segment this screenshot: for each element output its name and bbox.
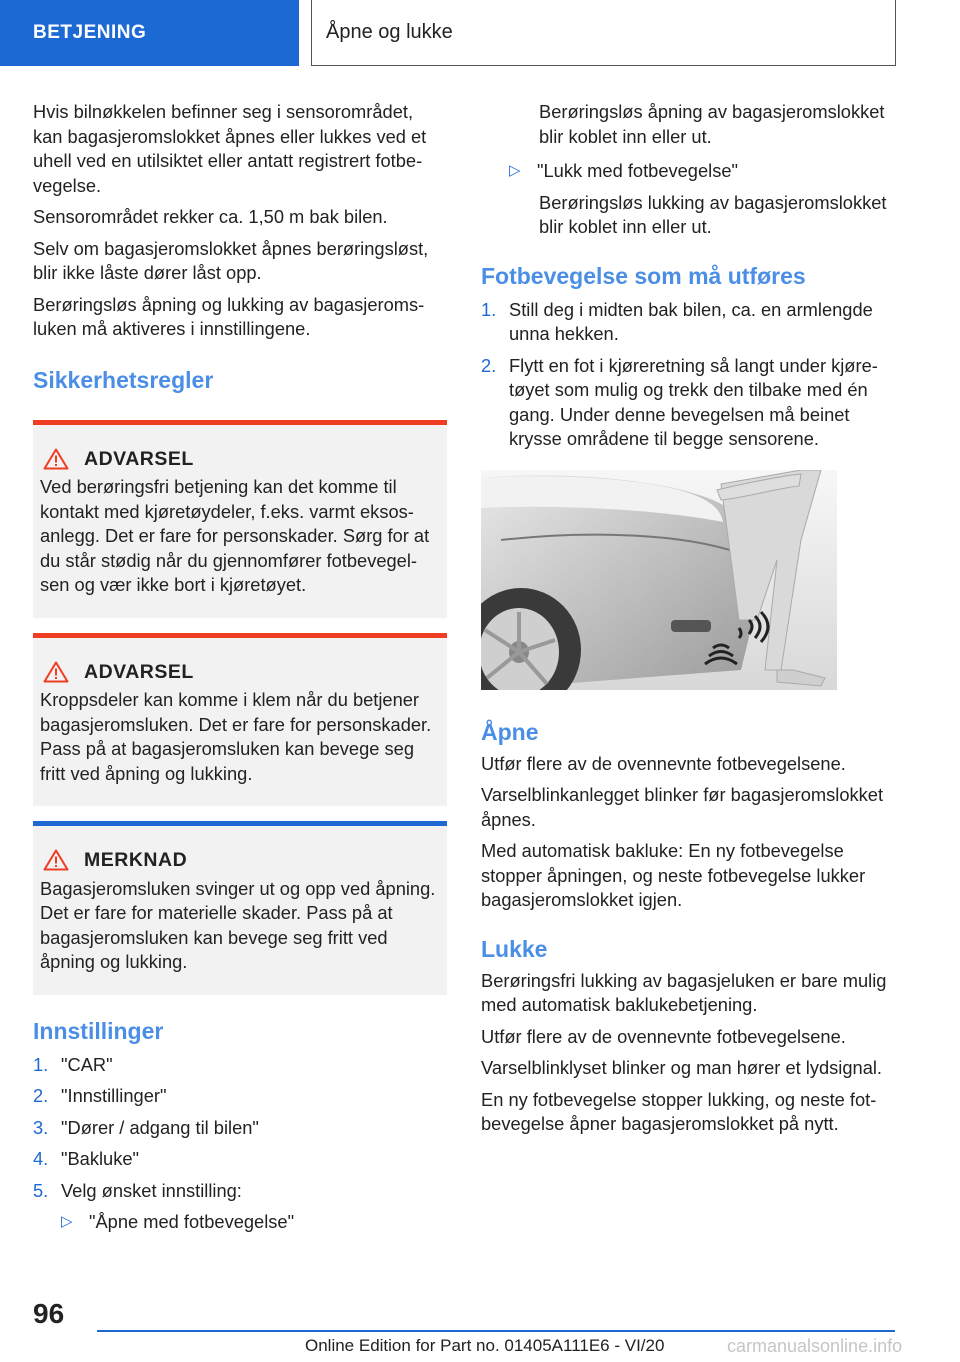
section-tab: [0, 0, 299, 66]
footer-edition: Online Edition for Part no. 01405A111E6 - VI/20: [305, 1336, 665, 1355]
warning-title: ADVARSEL: [84, 660, 194, 683]
paragraph: Utfør flere av de ovennevnte fotbevegelsene.: [481, 752, 846, 774]
paragraph: Varselblinkanlegget blinker før bagasjeromslokket åpnes.: [481, 784, 884, 830]
warning-text: Ved berøringsfri betjening kan det komme til kontakt med kjøretøydeler, f.eks. varmt eksosanlegg. Det er fare for personskader. Sørg for at du står stødig når du gjennomfører fotbevegelsen og vær ikke bort i kjøretøyet.: [40, 476, 430, 595]
notice-text: Bagasjeromsluken svinger ut og opp ved åpning. Det er fare for materielle skader. Pass på at bagasjeromsluken kan bevege seg fritt ved åpning og lukking.: [40, 877, 436, 972]
option-description: Berøringsløs lukking av bagasjeromslokket blir koblet inn eller ut.: [539, 191, 887, 237]
paragraph: Med automatisk bakluke: En ny fotbevegelse stopper åpningen, og neste fotbevegelse lukker bagasjeromslokket igjen.: [481, 840, 866, 910]
page-header-title: [311, 0, 896, 66]
chapter-title: Åpne og lukke: [326, 21, 453, 43]
list-item: [33, 1179, 447, 1204]
step-text: "Dører / adgang til bilen": [61, 1116, 259, 1138]
foot-gesture-illustration: [481, 470, 837, 690]
list-item: [33, 1147, 447, 1172]
foot-movement-heading: Fotbevegelse som må utføres: [481, 262, 806, 289]
page-number: 96: [33, 1298, 65, 1329]
list-item: [33, 1084, 447, 1109]
paragraph: Varselblinklyset blinker og man hører et lydsignal.: [481, 1057, 883, 1078]
notice-box: [33, 821, 447, 995]
foot-steps: [481, 298, 895, 452]
option-label: "Lukk med fotbevegelse": [537, 160, 738, 181]
step-text: Flytt en fot i kjøreretning så langt under kjøretøyet som mulig og trekk den tilbake med én gang. Under denne bevegelsen må beinet krysse områdene til begge sensorene.: [509, 354, 878, 449]
paragraph: Utfør flere av de ovennevnte fotbevegelsene.: [481, 1025, 846, 1047]
step-text: "Bakluke": [61, 1148, 140, 1169]
close-heading: Lukke: [481, 935, 548, 962]
warning-triangle-icon: [43, 661, 69, 683]
intro-paragraph: Hvis bilnøkkelen befinner seg i sensorområdet, kan bagasjeromslokket åpnes eller lukkes ved et uhell ved en utilsiktet eller antatt registrert fotbevegelse.: [33, 101, 427, 196]
triangle-bullet-icon: ▷: [61, 1213, 73, 1230]
notice-title: MERKNAD: [84, 849, 188, 871]
right-column: [481, 100, 895, 1144]
warning-triangle-icon: [43, 448, 69, 470]
step-text: Velg ønsket innstilling:: [61, 1179, 242, 1201]
warning-title: ADVARSEL: [84, 447, 194, 470]
warning-box: [33, 633, 447, 807]
option-description: Berøringsløs åpning av bagasjeromslokket blir koblet inn eller ut.: [539, 101, 885, 147]
step-number: 3.: [33, 1116, 49, 1138]
option-item: [61, 1210, 447, 1235]
option-item: [509, 159, 895, 184]
step-text: "Innstillinger": [61, 1085, 167, 1106]
step-number: 1.: [481, 298, 497, 320]
footer-divider: [97, 1330, 895, 1332]
list-item: [481, 354, 895, 452]
list-item: [33, 1053, 447, 1078]
warning-triangle-icon: [43, 849, 69, 871]
step-number: 2.: [481, 354, 497, 376]
safety-heading: Sikkerhetsregler: [33, 366, 214, 393]
step-number: 1.: [33, 1053, 49, 1075]
open-heading: Åpne: [481, 718, 539, 745]
step-number: 2.: [33, 1085, 49, 1106]
intro-paragraph: Berøringsløs åpning og lukking av bagasjeromsluken må aktiveres i innstillingene.: [33, 293, 425, 339]
step-number: 5.: [33, 1179, 49, 1201]
list-item: [481, 298, 895, 347]
step-number: 4.: [33, 1148, 49, 1169]
intro-paragraph: Sensorområdet rekker ca. 1,50 m bak bilen.: [33, 206, 388, 227]
step-text: "CAR": [61, 1053, 113, 1075]
watermark: carmanualsonline.info: [727, 1336, 903, 1356]
option-label: "Åpne med fotbevegelse": [89, 1211, 295, 1232]
warning-text: Kroppsdeler kan komme i klem når du betjener bagasjeromsluken. Det er fare for personskader. Pass på at bagasjeromsluken kan bevege seg fritt ved åpning og lukking.: [40, 689, 432, 784]
paragraph: En ny fotbevegelse stopper lukking, og neste fotbevegelse åpner bagasjeromslokket på nytt.: [481, 1088, 877, 1134]
paragraph: Berøringsfri lukking av bagasjeluken er bare mulig med automatisk baklukebetjening.: [481, 969, 887, 1015]
triangle-bullet-icon: ▷: [509, 162, 521, 179]
list-item: [33, 1116, 447, 1141]
left-column: [33, 100, 447, 1242]
intro-paragraph: Selv om bagasjeromslokket åpnes berøringsløst, blir ikke låste dører låst opp.: [33, 237, 429, 283]
settings-heading: Innstillinger: [33, 1017, 164, 1044]
step-text: Still deg i midten bak bilen, ca. en armlengde unna hekken.: [509, 298, 873, 344]
section-label: BETJENING: [33, 22, 147, 43]
warning-box: [33, 420, 447, 618]
settings-steps: [33, 1053, 447, 1204]
